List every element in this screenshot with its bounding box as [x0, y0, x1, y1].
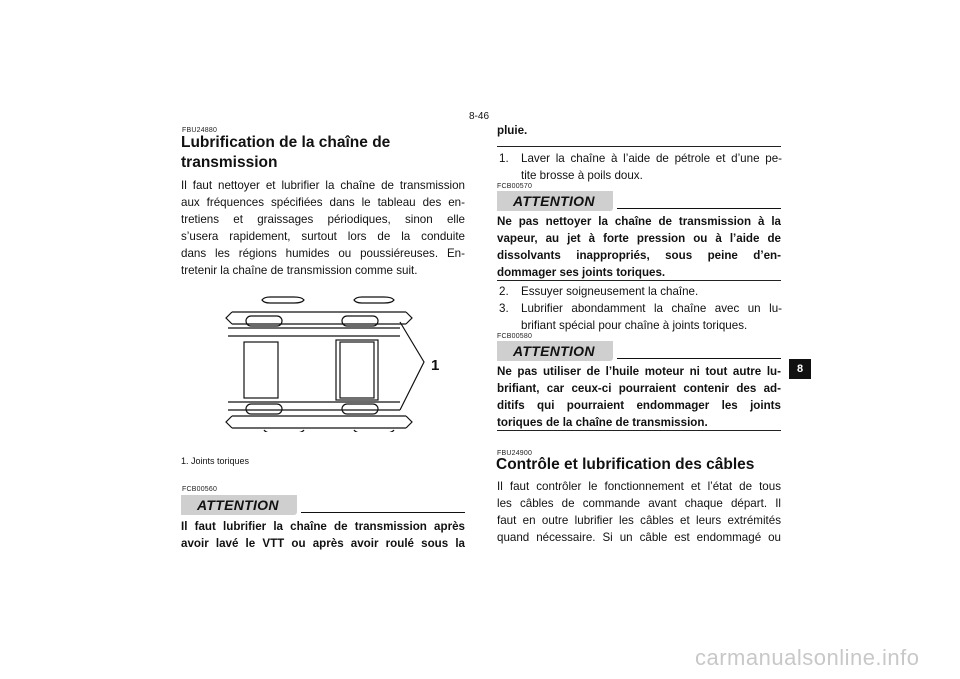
step-number: 2. [499, 285, 509, 298]
attention-line: Ne pas nettoyer la chaîne de transmission à la [497, 215, 781, 228]
attention-text [497, 363, 781, 431]
roller-right-outline [336, 340, 378, 400]
roller-left [244, 342, 278, 398]
step-number: 1. [499, 152, 509, 165]
para-line: Il faut contrôler le fonctionnement et l’état de tous [497, 480, 781, 493]
attention-line: brifiant, car ceux-ci pourraient contenir des ad- [497, 382, 781, 395]
attention-end-rule [497, 280, 781, 281]
pin-top-left [262, 297, 304, 303]
steps-2-3 [499, 283, 782, 334]
attention-code: FCB00560 [182, 486, 218, 493]
intro-line: s’usera rapidement, surtout lors de la conduite [181, 230, 465, 243]
roller-right [340, 342, 374, 398]
attention-line: toriques de la chaîne de transmission. [497, 416, 708, 429]
attention-label: ATTENTION [197, 497, 279, 513]
intro-line: dans les régions humides ou poussiéreuses. En- [181, 247, 465, 260]
section-paragraph [497, 478, 781, 546]
attention-end-rule [497, 430, 781, 431]
attention-line: dommager ses joints toriques. [497, 266, 666, 279]
step-line: Lubrifier abondamment la chaîne avec un lu- [521, 302, 782, 315]
attention-text-end: pluie. [497, 124, 528, 137]
attention-end-rule [497, 146, 781, 147]
chain-illustration [224, 292, 454, 432]
section-code: FBU24880 [182, 127, 218, 134]
section-title-line1: Lubrification de la chaîne de [181, 134, 391, 151]
chapter-tab: 8 [789, 359, 811, 379]
pin-top-right [354, 297, 394, 303]
attention-line: vapeur, au jet à forte pression ou à l’aide de [497, 232, 781, 245]
attention-rule [617, 208, 781, 210]
top-plate [226, 312, 412, 324]
intro-line: aux fréquences spécifiées dans le tableau des en- [181, 196, 465, 209]
attention-header [181, 495, 465, 515]
section-code: FBU24900 [497, 450, 533, 457]
attention-header [497, 341, 781, 361]
para-line: faut en outre lubrifier les câbles et leurs extrémités [497, 514, 781, 527]
attention-rule [301, 512, 465, 514]
o-ring [342, 404, 378, 414]
attention-rule [617, 358, 781, 360]
attention-line: dissolvants inappropriés, sous peine d’en- [497, 249, 781, 262]
intro-line: Il faut nettoyer et lubrifier la chaîne de transmission [181, 179, 465, 192]
para-line: les câbles de commande avant chaque départ. Il [497, 497, 781, 510]
attention-text [181, 518, 465, 552]
step-number: 3. [499, 302, 509, 315]
bottom-plate [226, 416, 412, 428]
section-title [181, 133, 390, 173]
attention-text [497, 213, 781, 281]
section-title-line2: transmission [181, 154, 278, 171]
attention-line: ditifs qui pourraient endommager les joints [497, 399, 781, 412]
page-number: 8-46 [469, 111, 490, 122]
attention-label: ATTENTION [513, 343, 595, 359]
attention-label: ATTENTION [513, 193, 595, 209]
step-1 [499, 150, 782, 184]
o-ring [246, 404, 282, 414]
attention-code: FCB00570 [497, 183, 533, 190]
intro-line: tretiens et graissages périodiques, sinon elle [181, 213, 465, 226]
inner-plate-bottom [228, 402, 400, 410]
inner-plate-top [228, 328, 400, 336]
attention-code: FCB00580 [497, 333, 533, 340]
step-line: Essuyer soigneusement la chaîne. [521, 285, 699, 298]
leader-lines [400, 322, 424, 410]
para-line: quand nécessaire. Si un câble est endommagé ou [497, 531, 781, 544]
attention-header [497, 191, 781, 211]
intro-paragraph [181, 177, 465, 279]
intro-line: tretenir la chaîne de transmission comme suit. [181, 264, 418, 277]
attention-line: avoir lavé le VTT ou après avoir roulé sous la [181, 537, 465, 550]
attention-line: Ne pas utiliser de l’huile moteur ni tout autre lu- [497, 365, 781, 378]
figure-caption: 1. Joints toriques [181, 456, 250, 466]
step-line: brifiant spécial pour chaîne à joints toriques. [521, 319, 748, 332]
step-line: Laver la chaîne à l’aide de pétrole et d’une pe- [521, 152, 782, 165]
watermark: carmanualsonline.info [695, 645, 920, 670]
section-title: Contrôle et lubrification des câbles [496, 456, 755, 473]
attention-line: Il faut lubrifier la chaîne de transmission après [181, 520, 465, 533]
callout-1: 1 [431, 357, 440, 374]
step-line: tite brosse à poils doux. [521, 169, 643, 182]
pin-bottom-right [354, 430, 394, 432]
pin-bottom-left [264, 430, 304, 432]
